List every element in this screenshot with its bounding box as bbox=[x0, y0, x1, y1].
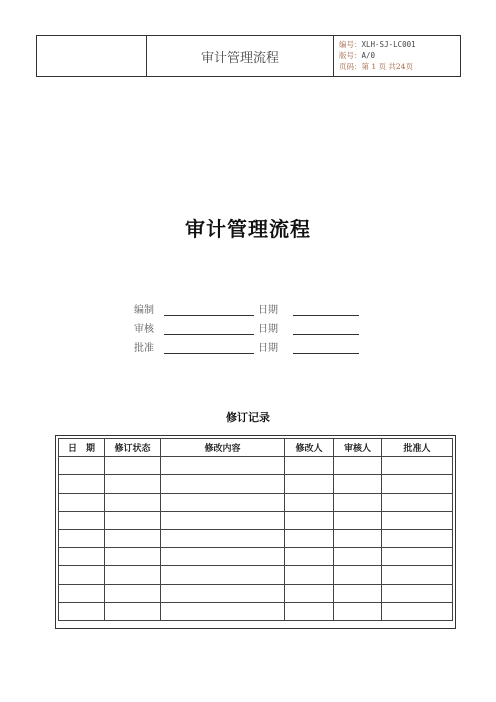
date-line bbox=[293, 341, 359, 354]
table-cell bbox=[105, 493, 161, 511]
version-line bbox=[339, 50, 460, 61]
table-cell bbox=[161, 457, 285, 475]
table-cell bbox=[59, 566, 105, 584]
revision-table bbox=[58, 438, 453, 621]
table-row bbox=[59, 457, 453, 475]
table-cell bbox=[285, 602, 334, 620]
signature-line bbox=[164, 303, 254, 316]
table-row bbox=[59, 529, 453, 547]
table-row bbox=[59, 493, 453, 511]
table-cell bbox=[334, 493, 382, 511]
table-cell bbox=[382, 602, 453, 620]
table-cell bbox=[105, 566, 161, 584]
table-cell bbox=[161, 548, 285, 566]
table-cell bbox=[161, 511, 285, 529]
date-line bbox=[293, 303, 359, 316]
table-cell bbox=[161, 584, 285, 602]
document-meta bbox=[334, 36, 460, 76]
table-cell bbox=[105, 457, 161, 475]
code-label: 编号： bbox=[339, 40, 362, 49]
table-cell bbox=[161, 602, 285, 620]
table-cell bbox=[285, 584, 334, 602]
table-cell bbox=[382, 566, 453, 584]
signoff-row-approved bbox=[134, 338, 359, 354]
date-line bbox=[293, 322, 359, 335]
table-cell bbox=[334, 548, 382, 566]
table-cell bbox=[382, 584, 453, 602]
column-header-date: 日 期 bbox=[59, 439, 105, 457]
revision-record-title: 修订记录 bbox=[226, 411, 270, 424]
table-row bbox=[59, 566, 453, 584]
table-cell bbox=[105, 584, 161, 602]
page-title: 审计管理流程 bbox=[185, 217, 311, 241]
table-cell bbox=[334, 602, 382, 620]
code-value: XLH-SJ-LC001 bbox=[361, 40, 416, 49]
table-cell bbox=[382, 493, 453, 511]
table-cell bbox=[59, 475, 105, 493]
column-header-reviewer: 审核人 bbox=[334, 439, 382, 457]
revision-table-body bbox=[59, 457, 453, 621]
signoff-label: 编制 bbox=[134, 305, 154, 316]
column-header-modifier: 修改人 bbox=[285, 439, 334, 457]
table-cell bbox=[105, 475, 161, 493]
table-row bbox=[59, 584, 453, 602]
revision-header-row bbox=[59, 439, 453, 457]
table-cell bbox=[382, 511, 453, 529]
table-cell bbox=[59, 548, 105, 566]
table-cell bbox=[59, 584, 105, 602]
signoff-row-prepared bbox=[134, 300, 359, 316]
signoff-row-reviewed bbox=[134, 319, 359, 335]
signoff-label: 审核 bbox=[134, 324, 154, 335]
column-header-status: 修订状态 bbox=[105, 439, 161, 457]
page-line: 页码：第 1 页 共24页 bbox=[339, 62, 413, 71]
table-row bbox=[59, 548, 453, 566]
table-cell bbox=[285, 511, 334, 529]
version-label: 版号： bbox=[339, 51, 362, 60]
table-cell bbox=[59, 457, 105, 475]
table-cell bbox=[382, 529, 453, 547]
table-cell bbox=[334, 475, 382, 493]
table-cell bbox=[285, 475, 334, 493]
table-cell bbox=[285, 457, 334, 475]
signoff-label: 批准 bbox=[134, 343, 154, 354]
column-header-content: 修改内容 bbox=[161, 439, 285, 457]
logo-cell bbox=[37, 36, 147, 76]
table-cell bbox=[161, 475, 285, 493]
table-cell bbox=[382, 548, 453, 566]
table-cell bbox=[285, 529, 334, 547]
table-cell bbox=[59, 493, 105, 511]
table-cell bbox=[382, 475, 453, 493]
table-cell bbox=[334, 511, 382, 529]
table-cell bbox=[161, 566, 285, 584]
table-cell bbox=[105, 548, 161, 566]
table-cell bbox=[285, 566, 334, 584]
version-value: A/0 bbox=[361, 51, 376, 60]
table-row bbox=[59, 475, 453, 493]
table-cell bbox=[59, 511, 105, 529]
table-cell bbox=[161, 493, 285, 511]
table-cell bbox=[285, 493, 334, 511]
table-cell bbox=[334, 457, 382, 475]
document-header bbox=[36, 35, 461, 77]
table-cell bbox=[382, 457, 453, 475]
revision-table-frame bbox=[55, 435, 456, 629]
table-row bbox=[59, 602, 453, 620]
table-cell bbox=[161, 529, 285, 547]
table-cell bbox=[105, 511, 161, 529]
table-cell bbox=[334, 584, 382, 602]
table-row bbox=[59, 511, 453, 529]
signature-line bbox=[164, 341, 254, 354]
header-title: 审计管理流程 bbox=[147, 36, 334, 76]
signature-line bbox=[164, 322, 254, 335]
table-cell bbox=[59, 602, 105, 620]
table-cell bbox=[334, 529, 382, 547]
code-line bbox=[339, 39, 460, 50]
table-cell bbox=[334, 566, 382, 584]
date-label: 日期 bbox=[258, 324, 278, 335]
date-label: 日期 bbox=[258, 305, 278, 316]
table-cell bbox=[105, 602, 161, 620]
table-cell bbox=[105, 529, 161, 547]
table-cell bbox=[59, 529, 105, 547]
date-label: 日期 bbox=[258, 343, 278, 354]
column-header-approver: 批准人 bbox=[382, 439, 453, 457]
table-cell bbox=[285, 548, 334, 566]
